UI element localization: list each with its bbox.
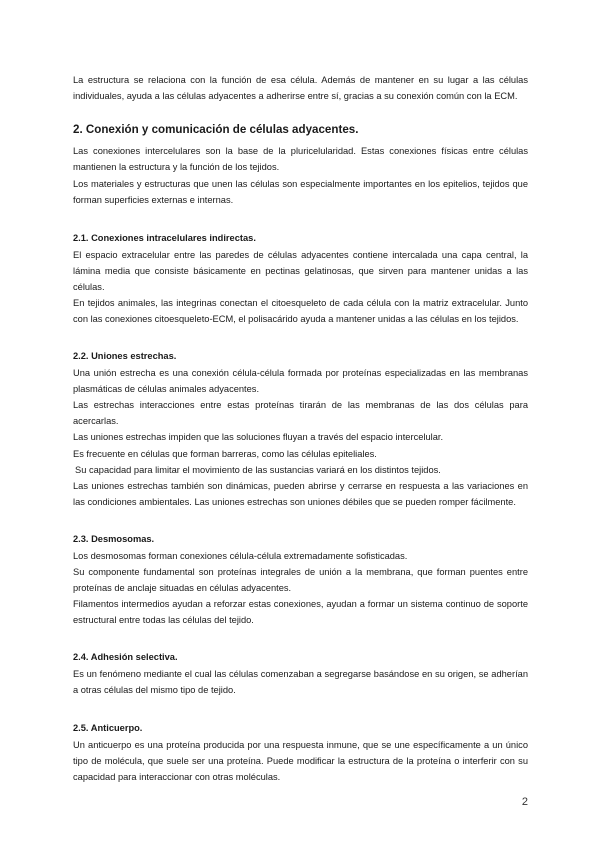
section-2-2-paragraph-2: Las estrechas interacciones entre estas proteínas tirarán de las membranas de las dos células para acercarlas.: [73, 400, 528, 427]
section-2-4-paragraph-1: Es un fenómeno mediante el cual las células comenzaban a segregarse basándose en su origen, se adherían a otras células del mismo tipo de tejido.: [73, 669, 528, 696]
section-2-2-paragraph-4: Es frecuente en células que forman barreras, como las células epiteliales.: [73, 448, 377, 459]
page-number: 2: [521, 796, 528, 808]
section-2-1-heading: 2.1. Conexiones intracelulares indirectas.: [73, 232, 256, 243]
section-2-2-paragraph-3: Las uniones estrechas impiden que las soluciones fluyan a través del espacio intercelular.: [73, 432, 444, 443]
section-2-heading: 2. Conexión y comunicación de células adyacentes.: [73, 123, 359, 137]
section-2-3-heading: 2.3. Desmosomas.: [73, 533, 155, 544]
section-2-paragraph-1: Las conexiones intercelulares son la base de la pluricelularidad. Estas conexiones físicas entre células mantienen la estructura y la función de los tejidos.: [73, 146, 528, 173]
section-2-5-paragraph-1: Un anticuerpo es una proteína producida por una respuesta inmune, que se une específicamente a un único tipo de molécula, que suele ser una proteína. Puede modificar la estructura de la proteína o interferir con su capacidad para interaccionar con otras moléculas.: [73, 739, 528, 782]
section-2-3-paragraph-2: Su componente fundamental son proteínas integrales de unión a la membrana, que forman puentes entre proteínas de anclaje situadas en células adyacentes.: [73, 566, 528, 594]
section-2-3-paragraph-1: Los desmosomas forman conexiones célula-célula extremadamente sofisticadas.: [73, 550, 408, 561]
section-2-2-paragraph-6: Las uniones estrechas también son dinámicas, pueden abrirse y cerrarse en respuesta a las variaciones en las condiciones ambientales. Las uniones estrechas son uniones débiles que se pueden romper fácilmente.: [73, 480, 528, 507]
section-2-1-paragraph-2: En tejidos animales, las integrinas conectan el citoesqueleto de cada célula con la matriz extracelular. Junto con las conexiones citoesqueleto-ECM, el polisacárido ayuda a mantener unidas a las células en los tejidos.: [73, 297, 528, 324]
intro-paragraph: La estructura se relaciona con la función de esa célula. Además de mantener en su lugar a las células individuales, ayuda a las células adyacentes a adherirse entre sí, gracias a su conexión común con la ECM.: [73, 75, 528, 102]
section-2-3-paragraph-3: Filamentos intermedios ayudan a reforzar estas conexiones, ayudan a formar un sistema continuo de soporte estructural entre todas las células del tejido.: [73, 599, 528, 626]
section-2-1-paragraph-1: El espacio extracelular entre las paredes de células adyacentes contiene intercalada una capa central, la lámina media que consiste básicamente en pectinas gelatinosas, que sirven para mantener unidas a las células.: [73, 249, 528, 292]
section-2-2-paragraph-5: Su capacidad para limitar el movimiento de las sustancias variará en los distintos tejidos.: [75, 464, 441, 475]
section-2-5-heading: 2.5. Anticuerpo.: [73, 722, 143, 733]
section-2-2-paragraph-1: Una unión estrecha es una conexión célula-célula formada por proteínas especializadas en las membranas plasmáticas de células animales adyacentes.: [73, 368, 528, 395]
section-2-4-heading: 2.4. Adhesión selectiva.: [73, 652, 178, 663]
section-2-paragraph-2: Los materiales y estructuras que unen las células son especialmente importantes en los epitelios, tejidos que forman superficies externas e internas.: [73, 179, 528, 206]
section-2-2-heading: 2.2. Uniones estrechas.: [73, 351, 177, 362]
